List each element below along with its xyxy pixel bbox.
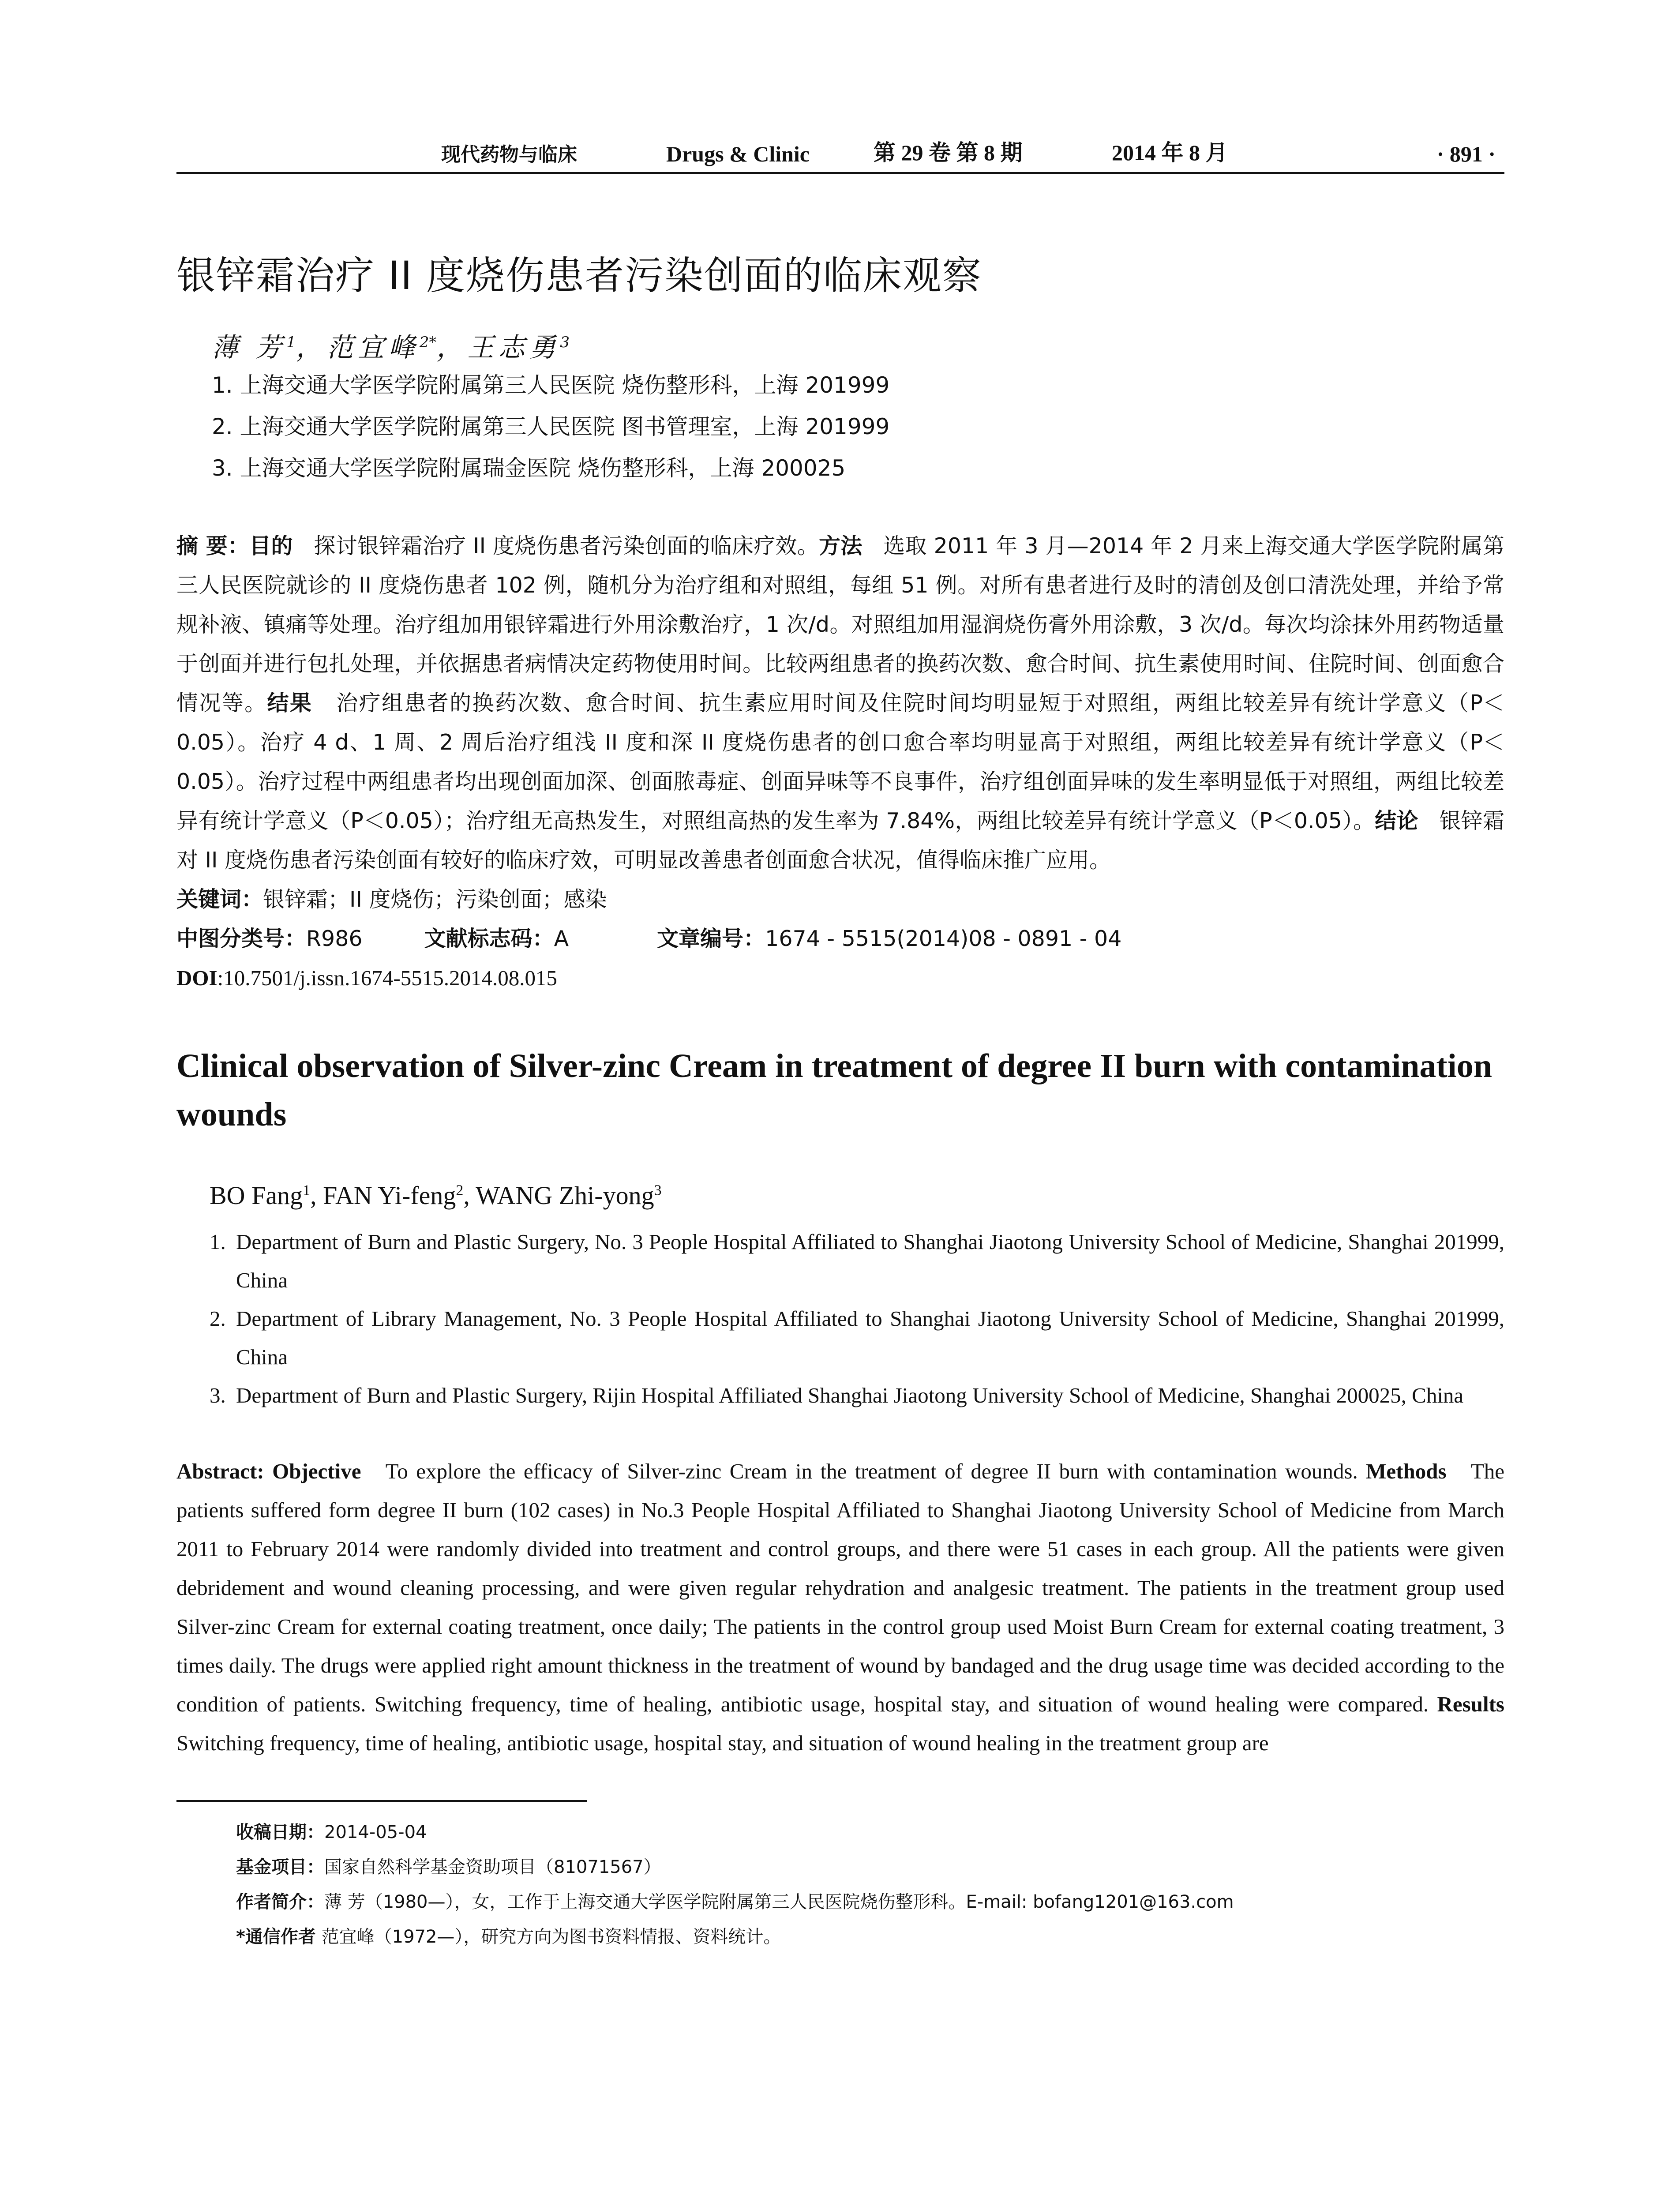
footnote-label: 收稿日期：	[236, 1822, 324, 1842]
article-metadata	[176, 880, 1504, 998]
abstract-label: Abstract:	[176, 1459, 264, 1483]
author-affiliation-mark: 1	[303, 1182, 311, 1199]
article-title-cn: 银锌霜治疗 II 度烧伤患者污染创面的临床观察	[176, 253, 982, 298]
footnotes	[236, 1815, 1504, 1955]
results-text: 治疗组患者的换药次数、愈合时间、抗生素应用时间及住院时间均明显短于对照组，两组比较差异有统计学意义（P＜0.05）。治疗 4 d、1 周、2 周后治疗组浅 II 度和深 II 度烧伤患者的创口愈合率均明显高于对照组，两组比较差异有统计学意义（P＜0.05）。治疗过程中两组患者均出现创面加深、创面脓毒症、创面异味等不良事件，治疗组创面异味的发生率明显低于对照组，两组比较差异有统计学意义（P＜0.05）；治疗组无高热发生，对照组高热的发生率为 7.84%，两组比较差异有统计学意义（P＜0.05）。	[176, 690, 1504, 833]
footnote-value: 2014-05-04	[324, 1822, 427, 1842]
affiliations-en	[210, 1223, 1504, 1414]
clc-label: 中图分类号：	[176, 926, 307, 951]
footnote-divider	[176, 1800, 587, 1802]
journal-name-en: Drugs & Clinic	[666, 142, 810, 166]
keywords-label: 关键词：	[176, 887, 263, 912]
affiliation-item: 3. 上海交通大学医学院附属瑞金医院 烧伤整形科，上海 200025	[212, 455, 846, 481]
footnote-author-bio	[236, 1885, 1504, 1920]
conclusion-text: 银锌霜对 II 度烧伤患者污染创面有较好的临床疗效，可明显改善患者创面愈合状况，值得临床推广应用。	[176, 808, 1504, 873]
affiliations-cn	[212, 364, 1504, 489]
author-name: 范宜峰	[326, 332, 420, 363]
results-label: Results	[1437, 1692, 1504, 1716]
author-name: WANG Zhi-yong	[476, 1181, 654, 1210]
author-affiliation-mark: 3	[560, 334, 570, 351]
author-affiliation-mark: 2*	[419, 334, 437, 351]
author-name: FAN Yi-feng	[323, 1181, 456, 1210]
footnote-label: 作者简介：	[236, 1892, 324, 1912]
objective-text: To explore the efficacy of Silver-zinc Cream in the treatment of degree II burn with contamination wounds.	[385, 1459, 1358, 1483]
methods-label: 方法	[819, 533, 862, 559]
objective-label: 目的	[249, 533, 293, 559]
doc-code-label: 文献标志码：	[424, 926, 554, 951]
affiliation-number: 1.	[210, 1230, 226, 1254]
authors-cn: 薄 芳$^1$，范宜峰$^{2*}$，王志勇$^3$	[212, 332, 570, 363]
volume-issue: 第 29 卷 第 8 期	[874, 140, 1023, 165]
article-page	[176, 132, 1504, 1955]
issue-date: 2014 年 8 月	[1112, 140, 1228, 165]
abstract-cn	[176, 526, 1504, 880]
author-name: 王志勇	[467, 332, 560, 363]
author-affiliation-mark: 1	[286, 334, 296, 351]
journal-name-cn: 现代药物与临床	[441, 143, 577, 166]
authors-en: BO Fang$^1$, FAN Yi-feng$^2$, WANG Zhi-yong$^3$	[210, 1181, 662, 1210]
affiliation-item	[210, 1376, 1504, 1414]
affiliation-item: 2. 上海交通大学医学院附属第三人民医院 图书管理室，上海 201999	[212, 414, 890, 439]
affiliation-item	[210, 1299, 1504, 1376]
objective-text: 探讨银锌霜治疗 II 度烧伤患者污染创面的临床疗效。	[314, 533, 819, 559]
methods-label: Methods	[1366, 1459, 1447, 1483]
conclusion-label: 结论	[1375, 808, 1418, 833]
clc-value: R986	[306, 926, 363, 951]
doi-line	[176, 958, 1504, 998]
article-number-label: 文章编号：	[657, 926, 765, 951]
page-number: · 891 ·	[1436, 142, 1496, 166]
objective-label: Objective	[272, 1459, 361, 1483]
results-text: Switching frequency, time of healing, antibiotic usage, hospital stay, and situation of wound healing in the treatment group are	[176, 1731, 1269, 1755]
classification-line	[176, 919, 1504, 958]
results-label: 结果	[267, 690, 313, 716]
footnote-label: 基金项目：	[236, 1857, 324, 1877]
methods-text: 选取 2011 年 3 月—2014 年 2 月来上海交通大学医学院附属第三人民医院就诊的 II 度烧伤患者 102 例，随机分为治疗组和对照组，每组 51 例。对所有患者进行及时的清创及创口清洗处理，并给予常规补液、镇痛等处理。治疗组加用银锌霜进行外用涂敷治疗，1 次/d。对照组加用湿润烧伤膏外用涂敷，3 次/d。每次均涂抹外用药物适量于创面并进行包扎处理，并依据患者病情决定药物使用时间。比较两组患者的换药次数、愈合时间、抗生素使用时间、住院时间、创面愈合情况等。	[176, 533, 1505, 716]
author-affiliation-mark: 3	[654, 1182, 662, 1199]
footnote-received	[236, 1815, 1504, 1850]
affiliation-text: Department of Burn and Plastic Surgery, Rijin Hospital Affiliated Shanghai Jiaotong University School of Medicine, Shanghai 200025, China	[236, 1383, 1464, 1407]
affiliation-number: 3.	[210, 1383, 226, 1407]
keywords-line	[176, 880, 1504, 919]
methods-text: The patients suffered form degree II burn (102 cases) in No.3 People Hospital Affiliated to Shanghai Jiaotong University School of Medicine from March 2011 to February 2014 were randomly divided into treatment and control groups, and there were 51 cases in each group. All the patients were given debridement and wound cleaning processing, and were given regular rehydration and analgesic treatment. The patients in the treatment group used Silver-zinc Cream for external coating treatment, once daily; The patients in the control group used Moist Burn Cream for external coating treatment, 3 times daily. The drugs were applied right amount thickness in the treatment of wound by bandaged and the drug usage time was decided according to the condition of patients. Switching frequency, time of healing, antibiotic usage, hospital stay, and situation of wound healing were compared.	[176, 1459, 1505, 1716]
author-affiliation-mark: 2	[456, 1182, 464, 1199]
affiliation-text: Department of Library Management, No. 3 People Hospital Affiliated to Shanghai Jiaotong University School of Medicine, Shanghai 201999, China	[236, 1306, 1504, 1369]
author-name: 薄 芳	[212, 332, 287, 363]
author-name: BO Fang	[210, 1181, 303, 1210]
doi-label: DOI	[176, 966, 218, 990]
article-title-en: Clinical observation of Silver-zinc Cream in treatment of degree II burn with contamination wounds	[176, 1047, 1492, 1133]
doi-value: :10.7501/j.issn.1674-5515.2014.08.015	[217, 966, 557, 990]
footnote-funding	[236, 1850, 1504, 1885]
abstract-label: 摘 要：	[176, 533, 250, 559]
affiliation-item	[210, 1223, 1504, 1299]
article-number-value: 1674 - 5515(2014)08 - 0891 - 04	[765, 926, 1122, 951]
footnote-corresponding-author	[236, 1920, 1504, 1955]
footnote-value: 薄 芳（1980—），女，工作于上海交通大学医学院附属第三人民医院烧伤整形科。E-mail: bofang1201@163.com	[324, 1892, 1234, 1912]
keywords-value: 银锌霜；II 度烧伤；污染创面；感染	[263, 887, 607, 912]
affiliation-number: 2.	[210, 1306, 226, 1331]
doc-code-value: A	[554, 926, 569, 951]
abstract-en	[176, 1452, 1504, 1763]
affiliation-item: 1. 上海交通大学医学院附属第三人民医院 烧伤整形科，上海 201999	[212, 372, 890, 398]
affiliation-text: Department of Burn and Plastic Surgery, No. 3 People Hospital Affiliated to Shanghai Jiaotong University School of Medicine, Shanghai 201999, China	[236, 1230, 1504, 1292]
footnote-label: *通信作者	[236, 1927, 316, 1947]
footnote-value: 国家自然科学基金资助项目（81071567）	[324, 1857, 661, 1877]
footnote-value: 范宜峰（1972—），研究方向为图书资料情报、资料统计。	[315, 1927, 781, 1947]
running-header	[176, 132, 1504, 174]
